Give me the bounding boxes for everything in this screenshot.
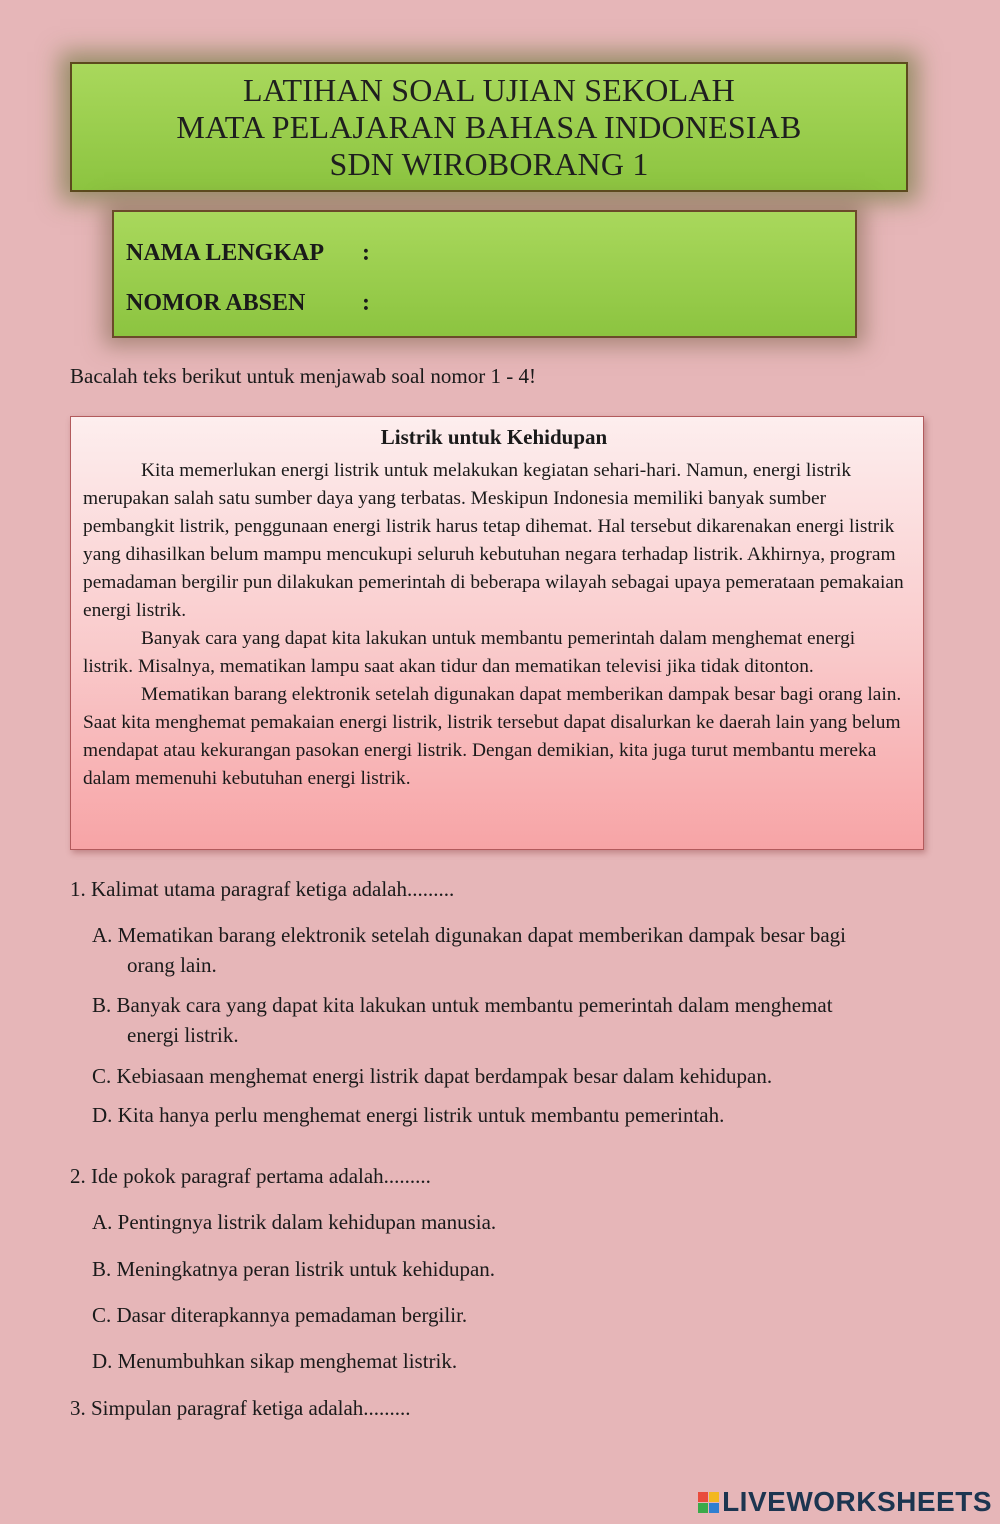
- worksheet-title-banner: [70, 62, 908, 192]
- liveworksheets-logo[interactable]: [698, 1486, 992, 1518]
- absen-colon: :: [362, 290, 370, 316]
- title-line-3: SDN WIROBORANG 1: [329, 146, 649, 182]
- q2-option-a[interactable]: [92, 1207, 922, 1237]
- logo-square-e: [709, 1503, 719, 1513]
- reading-paragraph-2: Banyak cara yang dapat kita lakukan untuk membantu pemerintah dalam menghemat energi listrik. Misalnya, mematikan lampu saat akan tidur dan mematikan televisi jika tidak ditonton.: [83, 628, 856, 677]
- reading-text-box: [70, 416, 924, 850]
- q1-option-d[interactable]: [92, 1100, 922, 1130]
- q1-option-b-text: B. Banyak cara yang dapat kita lakukan untuk membantu pemerintah dalam menghemat: [92, 993, 833, 1017]
- q1-option-b[interactable]: [92, 990, 922, 1050]
- q2-option-a-text: A. Pentingnya listrik dalam kehidupan manusia.: [92, 1210, 497, 1234]
- q2-option-c[interactable]: [92, 1300, 922, 1330]
- absen-row[interactable]: [126, 290, 370, 317]
- logo-square-i: [709, 1492, 719, 1502]
- absen-label: NOMOR ABSEN: [126, 290, 306, 316]
- question-3: 3. Simpulan paragraf ketiga adalah.........: [70, 1396, 411, 1420]
- name-row[interactable]: [126, 240, 370, 267]
- q2-option-c-text: C. Dasar diterapkannya pemadaman bergilir.: [92, 1303, 468, 1327]
- reading-instruction: Bacalah teks berikut untuk menjawab soal nomor 1 - 4!: [70, 364, 536, 388]
- q1-option-b-cont: energi listrik.: [127, 1023, 239, 1047]
- q2-option-b[interactable]: [92, 1254, 922, 1284]
- reading-paragraph-1: Kita memerlukan energi listrik untuk melakukan kegiatan sehari-hari. Namun, energi listrik merupakan salah satu sumber daya yang terbatas. Meskipun Indonesia memiliki banyak sumber pembangkit listrik, penggunaan energi listrik harus tetap dihemat. Hal tersebut dikarenakan energi listrik yang dihasilkan belum mampu mencukupi seluruh kebutuhan negara terhadap listrik. Akhirnya, program pemadaman bergilir pun dilakukan pemerintah di beberapa wilayah sebagai upaya pemerataan pemakaian energi listrik.: [83, 460, 904, 621]
- logo-brand-text: LIVEWORKSHEETS: [722, 1486, 992, 1517]
- reading-title: Listrik untuk Kehidupan: [380, 425, 608, 449]
- title-line-1: LATIHAN SOAL UJIAN SEKOLAH: [243, 72, 735, 108]
- q1-option-a-text: A. Mematikan barang elektronik setelah digunakan dapat memberikan dampak besar bagi: [92, 923, 846, 947]
- name-label: NAMA LENGKAP: [126, 240, 324, 266]
- reading-paragraph-3: Mematikan barang elektronik setelah digunakan dapat memberikan dampak besar bagi orang lain. Saat kita menghemat pemakaian energi listrik, listrik tersebut dapat disalurkan ke daerah lain yang belum mendapat atau kekurangan pasokan energi listrik. Dengan demikian, kita juga turut membantu mereka dalam memenuhi kebutuhan energi listrik.: [83, 684, 902, 789]
- student-identity-box: [112, 210, 857, 338]
- logo-squares-icon: [698, 1492, 719, 1513]
- logo-square-l: [698, 1492, 708, 1502]
- name-colon: :: [362, 240, 370, 266]
- q2-option-b-text: B. Meningkatnya peran listrik untuk kehidupan.: [92, 1257, 496, 1281]
- question-1: 1. Kalimat utama paragraf ketiga adalah.........: [70, 877, 455, 901]
- q1-option-d-text: D. Kita hanya perlu menghemat energi listrik untuk membantu pemerintah.: [92, 1103, 725, 1127]
- q1-option-c[interactable]: [92, 1061, 922, 1091]
- q1-option-a-cont: orang lain.: [127, 953, 217, 977]
- title-line-2: MATA PELAJARAN BAHASA INDONESIAB: [176, 109, 802, 145]
- logo-square-v: [698, 1503, 708, 1513]
- q1-option-c-text: C. Kebiasaan menghemat energi listrik dapat berdampak besar dalam kehidupan.: [92, 1064, 773, 1088]
- q1-option-a[interactable]: [92, 920, 922, 980]
- q2-option-d[interactable]: [92, 1346, 922, 1376]
- question-2: 2. Ide pokok paragraf pertama adalah.........: [70, 1164, 431, 1188]
- q2-option-d-text: D. Menumbuhkan sikap menghemat listrik.: [92, 1349, 458, 1373]
